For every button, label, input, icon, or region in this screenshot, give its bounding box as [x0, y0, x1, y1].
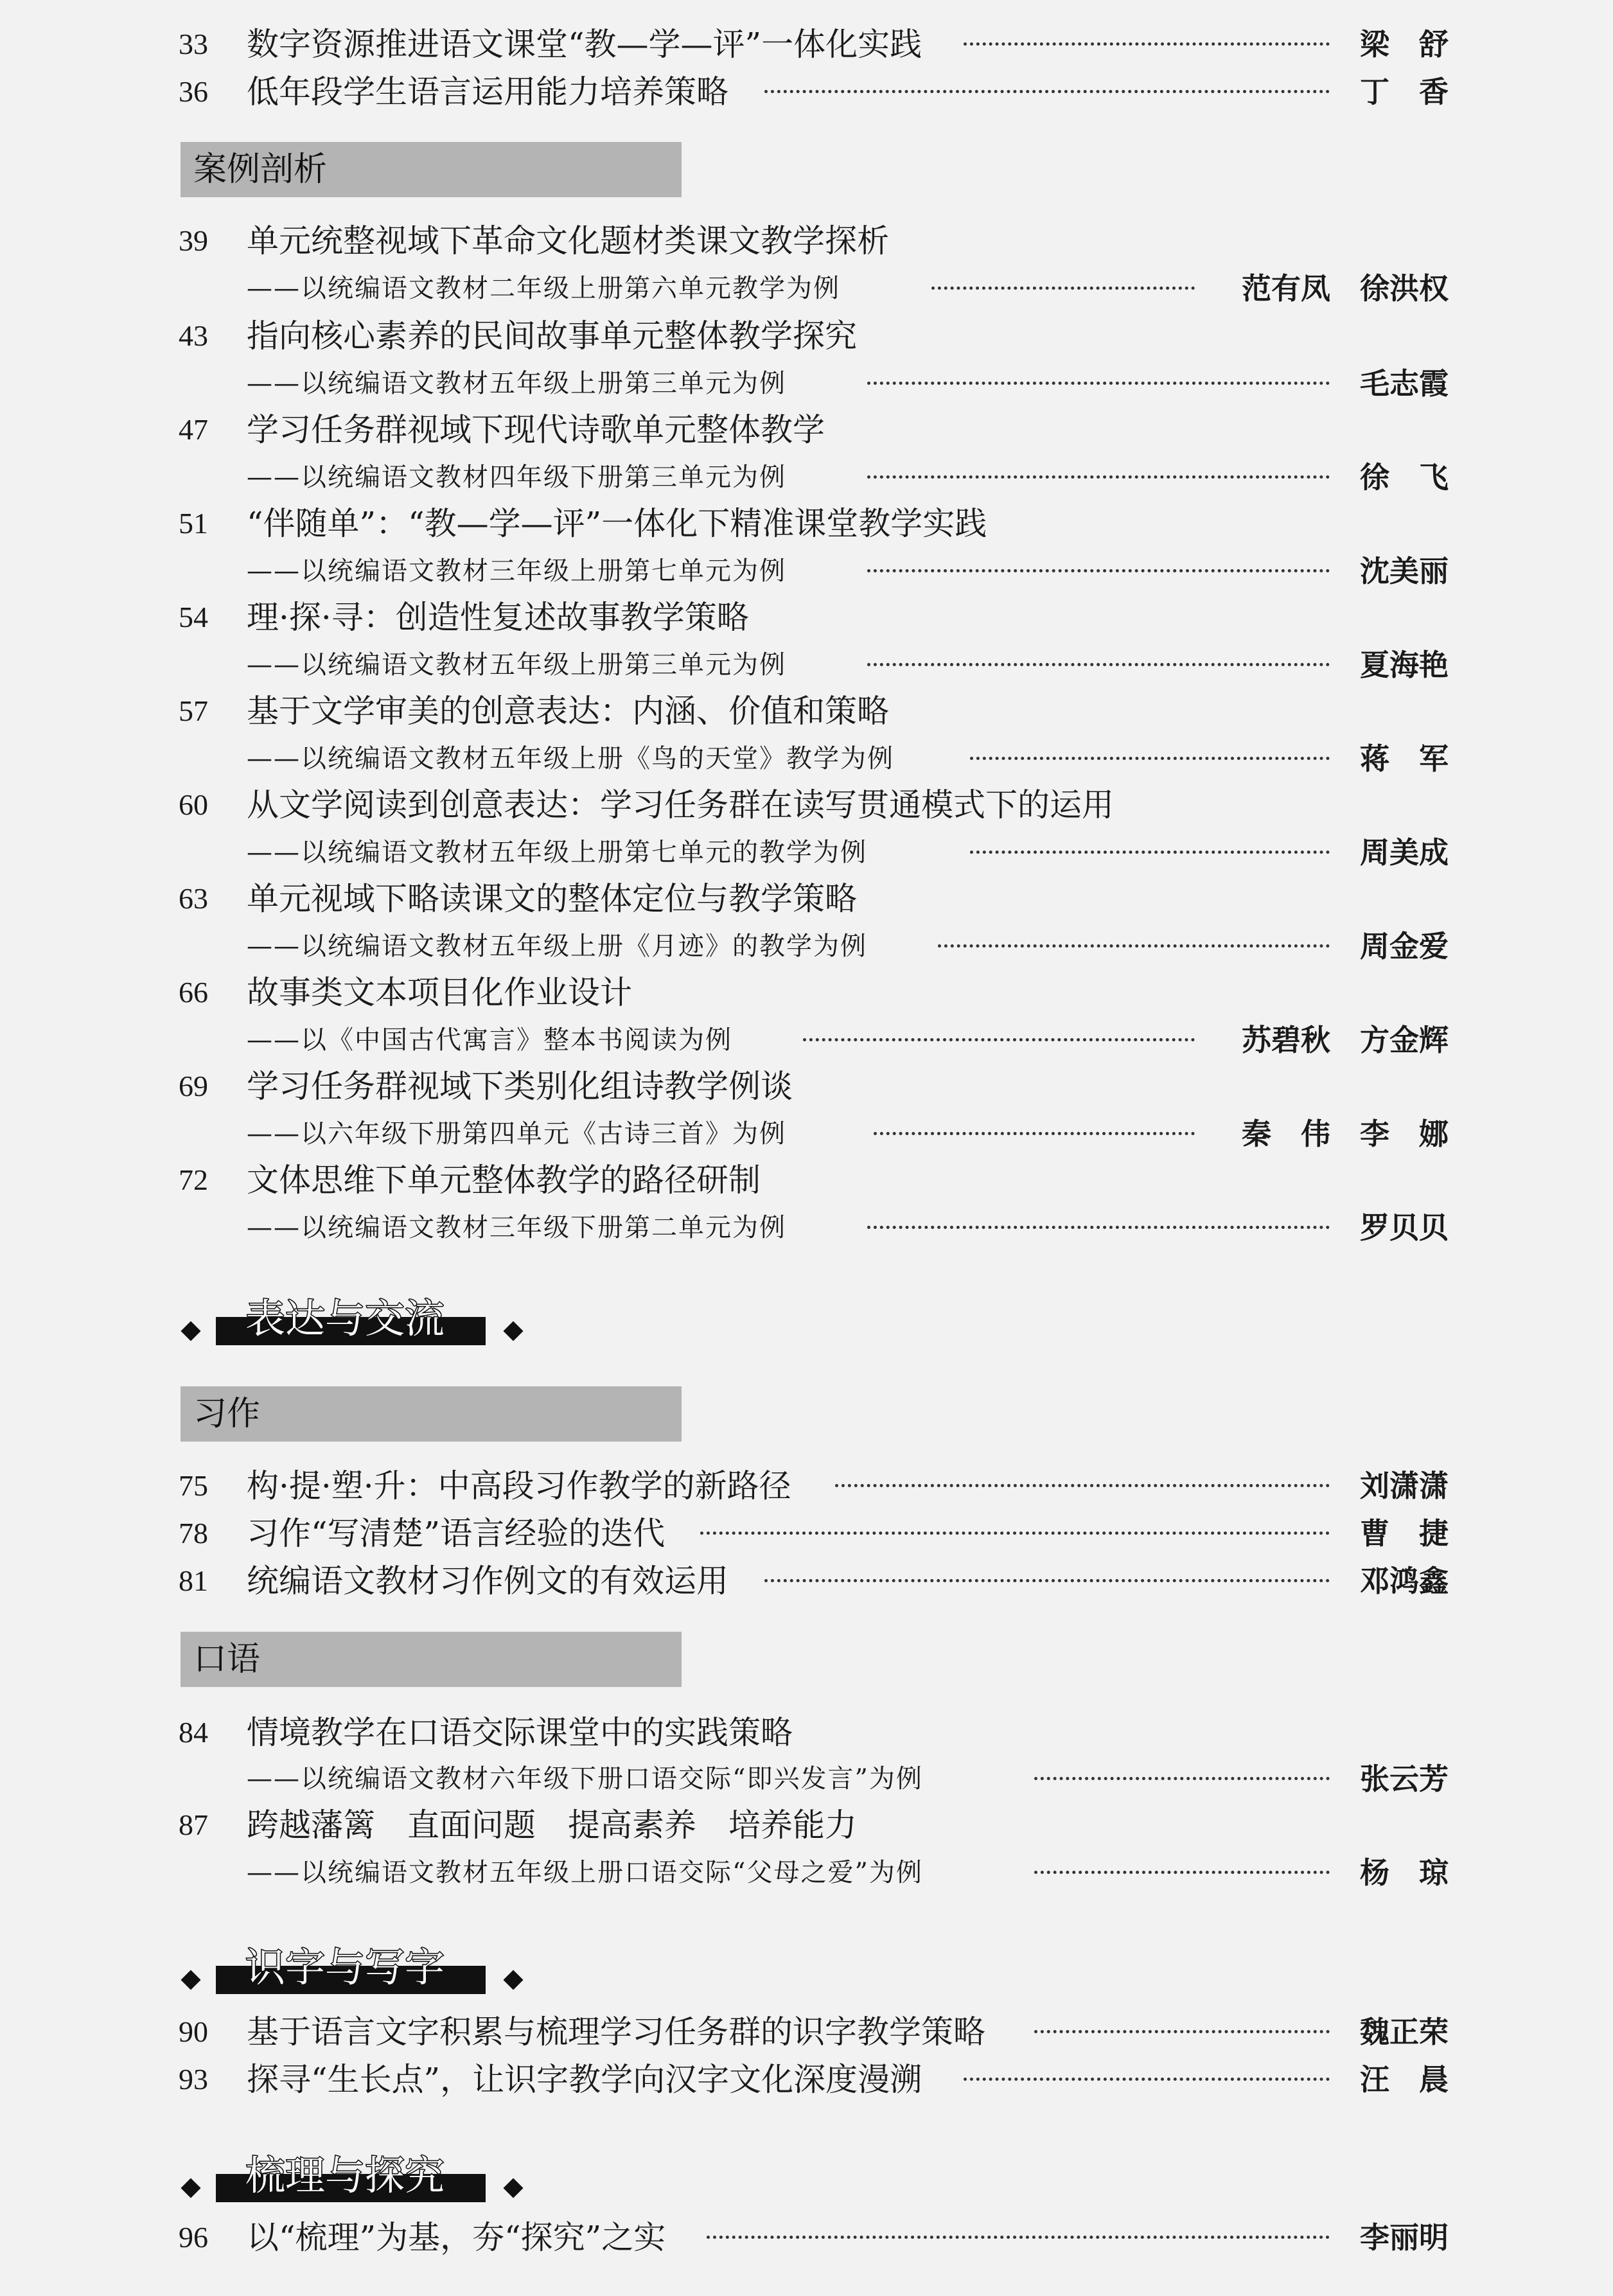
diamond-icon [181, 1321, 200, 1341]
author: 蒋 军 [1360, 741, 1449, 776]
toc-entry[interactable] [0, 21, 1613, 68]
article-subtitle: ——以统编语文教材五年级上册《月迹》的教学为例 [247, 932, 867, 961]
article-title: 统编语文教材习作例文的有效运用 [247, 1562, 728, 1600]
article-title: 学习任务群视域下现代诗歌单元整体教学 [247, 411, 825, 448]
page-number: 69 [179, 1070, 208, 1102]
author: 曹 捷 [1360, 1516, 1449, 1551]
page-number: 63 [179, 882, 208, 915]
dot-leader [938, 944, 1330, 948]
subsection-title: 案例剖析 [193, 150, 328, 189]
section-title: 识字与写字 [245, 1944, 445, 1991]
dot-leader [835, 1484, 1330, 1487]
toc-subtitle-row [0, 547, 1613, 595]
toc-subtitle-row [0, 829, 1613, 876]
article-subtitle: ——以统编语文教材五年级上册第三单元为例 [247, 369, 786, 398]
toc-subtitle-row [0, 360, 1613, 407]
article-title: 故事类文本项目化作业设计 [247, 974, 632, 1011]
subsection-title: 口语 [193, 1640, 261, 1679]
article-title: 探寻“生长点”，让识字教学向汉字文化深度漫溯 [247, 2061, 922, 2098]
page-number: 75 [179, 1469, 208, 1502]
author: 杨 琼 [1360, 1855, 1449, 1890]
article-title: 跨越藩篱 直面问题 提高素养 培养能力 [247, 1806, 857, 1844]
article-subtitle: ——以统编语文教材五年级上册第三单元为例 [247, 650, 786, 680]
toc-entry[interactable] [0, 969, 1613, 1016]
page-number: 39 [179, 224, 208, 257]
article-subtitle: ——以统编语文教材六年级下册口语交际“即兴发言”为例 [247, 1764, 923, 1794]
page-number: 72 [179, 1163, 208, 1196]
article-subtitle: ——以统编语文教材三年级上册第七单元为例 [247, 556, 786, 586]
article-title: 以“梳理”为基，夯“探究”之实 [247, 2219, 666, 2256]
author: 梁 舒 [1360, 27, 1449, 62]
article-title: 低年段学生语言运用能力培养策略 [247, 73, 728, 110]
author: 罗贝贝 [1360, 1210, 1449, 1245]
author: 周美成 [1360, 835, 1449, 870]
toc-entry[interactable] [0, 2056, 1613, 2103]
article-title: 从文学阅读到创意表达：学习任务群在读写贯通模式下的运用 [247, 786, 1114, 824]
page-number: 54 [179, 601, 208, 633]
dot-leader [1034, 1871, 1330, 1874]
toc-entry[interactable] [0, 875, 1613, 923]
article-subtitle: ——以六年级下册第四单元《古诗三首》为例 [247, 1119, 786, 1149]
article-subtitle: ——以《中国古代寓言》整本书阅读为例 [247, 1025, 732, 1055]
article-title: 基于语言文字积累与梳理学习任务群的识字教学策略 [247, 2013, 985, 2051]
toc-entry[interactable] [0, 1801, 1613, 1849]
diamond-icon [181, 2178, 200, 2198]
page-number: 84 [179, 1716, 208, 1749]
author: 秦 伟 李 娜 [1242, 1117, 1449, 1151]
dot-leader [867, 475, 1330, 479]
subsection-title: 习作 [193, 1395, 261, 1433]
section-title: 梳理与探究 [245, 2152, 445, 2199]
toc-entry[interactable] [0, 68, 1613, 116]
article-title: 学习任务群视域下类别化组诗教学例谈 [247, 1068, 793, 1105]
author: 范有凤 徐洪权 [1242, 271, 1449, 306]
toc-subtitle-row [0, 1849, 1613, 1896]
dot-leader [764, 1579, 1330, 1582]
toc-subtitle-row [0, 735, 1613, 782]
diamond-icon [503, 2178, 523, 2198]
toc-subtitle-row [0, 1016, 1613, 1064]
article-subtitle: ——以统编语文教材四年级下册第三单元为例 [247, 463, 786, 492]
article-title: 基于文学审美的创意表达：内涵、价值和策略 [247, 693, 889, 730]
author: 苏碧秋 方金辉 [1242, 1023, 1449, 1057]
author: 毛志霞 [1360, 366, 1449, 401]
article-subtitle: ——以统编语文教材二年级上册第六单元教学为例 [247, 274, 840, 303]
author: 李丽明 [1360, 2220, 1449, 2255]
author: 徐 飞 [1360, 460, 1449, 495]
article-title: 构·提·塑·升：中高段习作教学的新路径 [247, 1467, 791, 1505]
page-number: 33 [179, 28, 208, 60]
dot-leader [931, 287, 1195, 290]
toc-entry[interactable] [0, 500, 1613, 547]
page-number: 87 [179, 1808, 208, 1841]
section-title: 表达与交流 [245, 1295, 445, 1342]
page-number: 51 [179, 507, 208, 540]
dot-leader [867, 382, 1330, 385]
author: 汪 晨 [1360, 2062, 1449, 2097]
page-number: 78 [179, 1517, 208, 1550]
dot-leader [874, 1132, 1195, 1135]
toc-entry[interactable] [0, 1462, 1613, 1510]
section-header-literacy [181, 1944, 541, 2004]
author: 刘潇潇 [1360, 1469, 1449, 1503]
page-number: 43 [179, 319, 208, 352]
dot-leader [964, 2078, 1330, 2081]
toc-entry[interactable] [0, 217, 1613, 265]
page-number: 47 [179, 413, 208, 446]
dot-leader [803, 1038, 1195, 1041]
author: 丁 香 [1360, 75, 1449, 109]
toc-subtitle-row [0, 1204, 1613, 1251]
subsection-header-writing [181, 1386, 682, 1442]
author: 沈美丽 [1360, 554, 1449, 588]
dot-leader [1034, 2030, 1330, 2033]
diamond-icon [181, 1970, 200, 1990]
dot-leader [867, 663, 1330, 666]
toc-subtitle-row [0, 641, 1613, 689]
dot-leader [764, 90, 1330, 93]
toc-entry[interactable] [0, 1063, 1613, 1110]
toc-entry[interactable] [0, 687, 1613, 735]
page-number: 93 [179, 2063, 208, 2096]
toc-entry[interactable] [0, 781, 1613, 829]
diamond-icon [503, 1321, 523, 1341]
page-number: 90 [179, 2015, 208, 2048]
toc-entry[interactable] [0, 312, 1613, 360]
article-subtitle: ——以统编语文教材三年级下册第二单元为例 [247, 1213, 786, 1242]
section-header-expression [181, 1295, 541, 1356]
toc-entry[interactable] [0, 406, 1613, 454]
article-title: 情境教学在口语交际课堂中的实践策略 [247, 1714, 793, 1751]
toc-subtitle-row [0, 1755, 1613, 1803]
toc-entry[interactable] [0, 1510, 1613, 1557]
dot-leader [964, 42, 1330, 46]
section-header-inquiry [181, 2152, 541, 2212]
toc-entry[interactable] [0, 1557, 1613, 1605]
toc-entry[interactable] [0, 1709, 1613, 1756]
article-title: “伴随单”：“教—学—评”一体化下精准课堂教学实践 [247, 505, 987, 542]
author: 夏海艳 [1360, 648, 1449, 682]
article-title: 文体思维下单元整体教学的路径研制 [247, 1161, 761, 1199]
page-number: 60 [179, 788, 208, 821]
author: 邓鸿鑫 [1360, 1564, 1449, 1598]
author: 周金爱 [1360, 929, 1449, 964]
toc-entry[interactable] [0, 1156, 1613, 1204]
article-title: 单元统整视域下革命文化题材类课文教学探析 [247, 222, 889, 260]
toc-entry[interactable] [0, 594, 1613, 641]
article-title: 习作“写清楚”语言经验的迭代 [247, 1515, 665, 1552]
toc-subtitle-row [0, 454, 1613, 501]
page-number: 57 [179, 694, 208, 727]
subsection-header-case-analysis [181, 142, 682, 197]
article-title: 指向核心素养的民间故事单元整体教学探究 [247, 317, 857, 355]
toc-subtitle-row [0, 923, 1613, 970]
author: 魏正荣 [1360, 2015, 1449, 2049]
page-number: 96 [179, 2221, 208, 2254]
diamond-icon [503, 1970, 523, 1990]
subsection-header-oral [181, 1632, 682, 1687]
page-number: 36 [179, 75, 208, 108]
dot-leader [1034, 1777, 1330, 1780]
dot-leader [970, 757, 1330, 760]
dot-leader [700, 1532, 1330, 1535]
page-number: 81 [179, 1564, 208, 1597]
article-title: 数字资源推进语文课堂“教—学—评”一体化实践 [247, 26, 922, 63]
dot-leader [867, 569, 1330, 572]
toc-entry[interactable] [0, 2214, 1613, 2261]
toc-entry[interactable] [0, 2008, 1613, 2056]
dot-leader [867, 1226, 1330, 1229]
article-subtitle: ——以统编语文教材五年级上册第七单元的教学为例 [247, 838, 867, 867]
article-subtitle: ——以统编语文教材五年级上册口语交际“父母之爱”为例 [247, 1858, 923, 1887]
article-subtitle: ——以统编语文教材五年级上册《鸟的天堂》教学为例 [247, 744, 894, 773]
dot-leader [707, 2236, 1330, 2239]
page-number: 66 [179, 976, 208, 1009]
dot-leader [970, 851, 1330, 854]
toc-subtitle-row [0, 265, 1613, 312]
toc-subtitle-row [0, 1110, 1613, 1158]
article-title: 理·探·寻：创造性复述故事教学策略 [247, 599, 749, 636]
author: 张云芳 [1360, 1762, 1449, 1796]
article-title: 单元视域下略读课文的整体定位与教学策略 [247, 880, 857, 917]
